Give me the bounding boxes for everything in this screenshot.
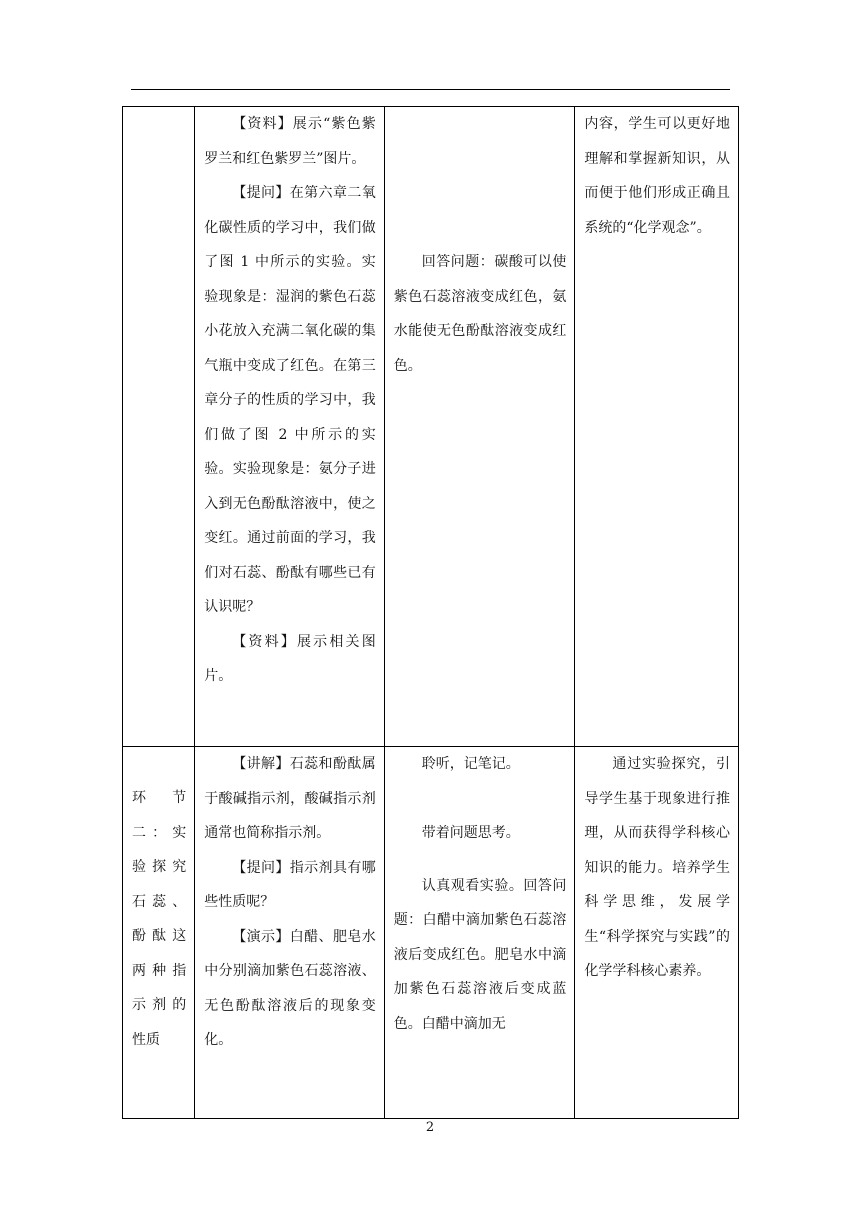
- teacher-paragraph: 【演示】白醋、肥皂水中分别滴加紫色石蕊溶液、无色酚酞溶液后的现象变化。: [204, 928, 376, 1048]
- student-activity-cell: [384, 107, 575, 747]
- teacher-paragraph: 【提问】指示剂具有哪些性质呢？: [204, 859, 376, 910]
- stage-text: 环节二：实验探究石蕊、酚酞这两种指示剂的性质: [132, 790, 187, 1048]
- design-intent-cell: [575, 747, 739, 1119]
- lesson-plan-table: [122, 106, 739, 1119]
- teacher-activity-cell: [195, 747, 385, 1119]
- header-rule: [131, 89, 730, 90]
- design-intent-cell: [575, 107, 739, 747]
- teacher-paragraph: 【资料】展示相关图片。: [204, 633, 376, 684]
- teacher-activity-cell: [195, 107, 385, 747]
- student-activity-cell: [384, 747, 575, 1119]
- student-paragraph: 认真观看实验。回答问题：白醋中滴加紫色石蕊溶液后变成红色。肥皂水中滴加紫色石蕊溶液后变成蓝色。白醋中滴加无: [393, 877, 567, 1032]
- teacher-paragraph: 【提问】在第六章二氧化碳性质的学习中，我们做了图 1 中所示的实验。实验现象是：湿润的紫色石蕊小花放入充满二氧化碳的集气瓶中变成了红色。在第三章分子的性质的学习中，我们做了图 2 中所示的实验。实验现象是：氨分子进入到无色酚酞溶液中，使之变红。通过前面的学习，我们对石蕊、酚酞有哪些已有认识呢？: [204, 185, 376, 615]
- teacher-paragraph: 【讲解】石蕊和酚酞属于酸碱指示剂，酸碱指示剂通常也简称指示剂。: [204, 756, 376, 841]
- table-row: [123, 747, 739, 1119]
- student-paragraph: 回答问题：碳酸可以使紫色石蕊溶液变成红色，氨水能使无色酚酞溶液变成红色。: [393, 254, 567, 374]
- student-paragraph: 带着问题思考。: [421, 825, 520, 841]
- page-number: 2: [425, 1120, 435, 1135]
- intent-paragraph: 通过实验探究，引导学生基于现象进行推理，从而获得学科核心知识的能力。培养学生科学思维，发展学生“科学探究与实践”的化学学科核心素养。: [584, 756, 730, 979]
- teacher-paragraph: 【资料】展示“紫色紫罗兰和红色紫罗兰”图片。: [204, 116, 376, 167]
- table-row: [123, 107, 739, 747]
- stage-cell: [123, 747, 195, 1119]
- intent-paragraph: 内容，学生可以更好地理解和掌握新知识，从而便于他们形成正确且系统的“化学观念”。: [584, 116, 730, 236]
- student-paragraph: 聆听，记笔记。: [421, 756, 520, 772]
- stage-cell: [123, 107, 195, 747]
